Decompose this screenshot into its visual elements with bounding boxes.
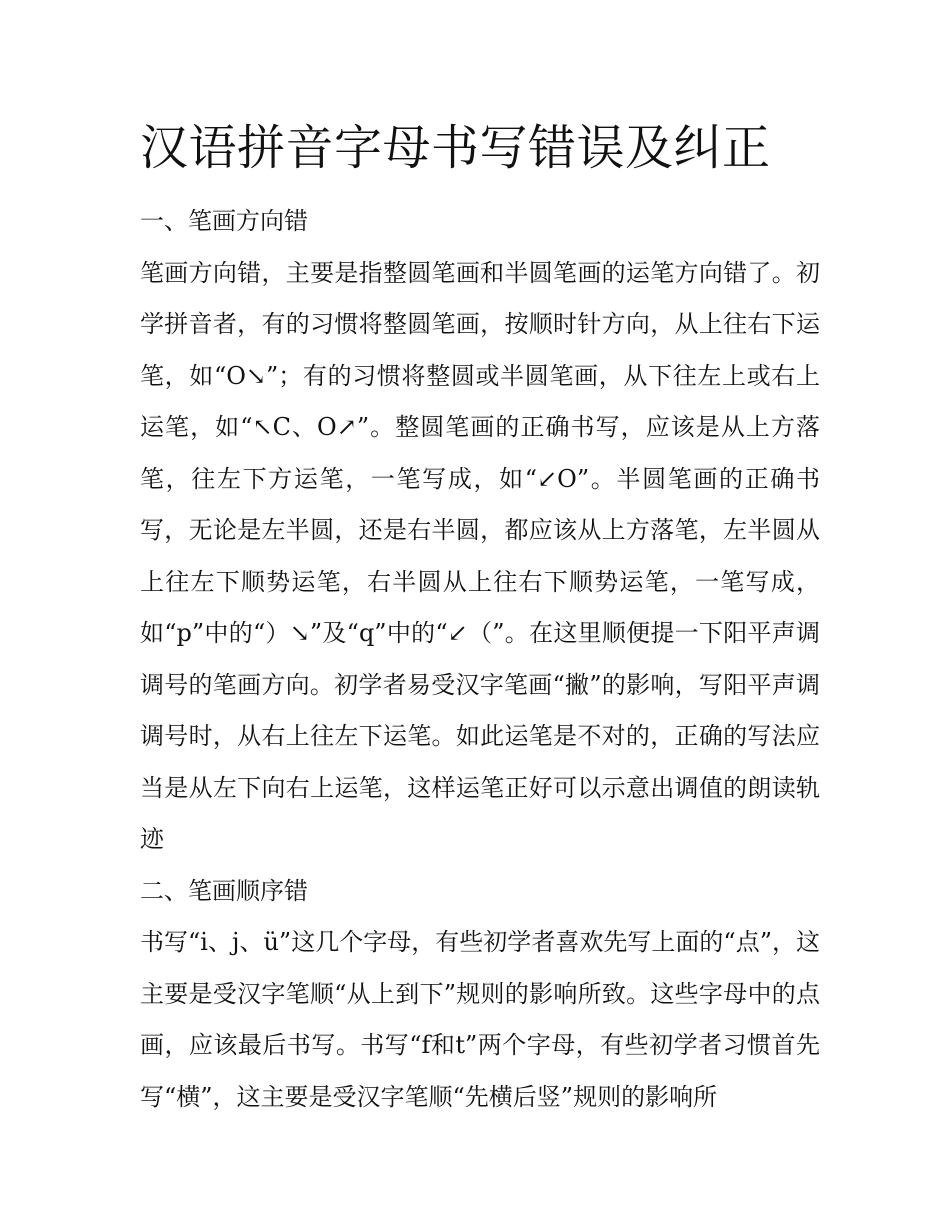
section-stroke-order [140, 866, 820, 1124]
section-paragraph: 笔画方向错，主要是指整圆笔画和半圆笔画的运笔方向错了。初学拼音者，有的习惯将整圆笔画，按顺时针方向，从上往右下运笔，如“O↘”；有的习惯将整圆或半圆笔画，从下往左上或右上运笔，如“↖C、O↗”。整圆笔画的正确书写，应该是从上方落笔，往左下方运笔，一笔写成，如“↙O”。半圆笔画的正确书写，无论是左半圆，还是右半圆，都应该从上方落笔，左半圆从上往左下顺势运笔，右半圆从上往右下顺势运笔，一笔写成，如“p”中的“）↘”及“q”中的“↙（”。在这里顺便提一下阳平声调调号的笔画方向。初学者易受汉字笔画“撇”的影响，写阳平声调调号时，从右上往左下运笔。如此运笔是不对的，正确的写法应当是从左下向右上运笔，这样运笔正好可以示意出调值的朗读轨迹 [140, 258, 820, 853]
section-paragraph: 书写“i、j、ü”这几个字母，有些初学者喜欢先写上面的“点”，这主要是受汉字笔顺“从上到下”规则的影响所致。这些字母中的点画，应该最后书写。书写“f和t”两个字母，有些初学者习惯首先写“横”，这主要是受汉字笔顺“先横后竖”规则的影响所 [140, 928, 820, 1111]
document-title: 汉语拼音字母书写错误及纠正 [140, 120, 771, 176]
section-stroke-direction [140, 196, 820, 866]
section-heading: 一、笔画方向错 [140, 207, 308, 235]
document-body [140, 196, 820, 1123]
section-heading: 二、笔画顺序错 [140, 876, 308, 905]
